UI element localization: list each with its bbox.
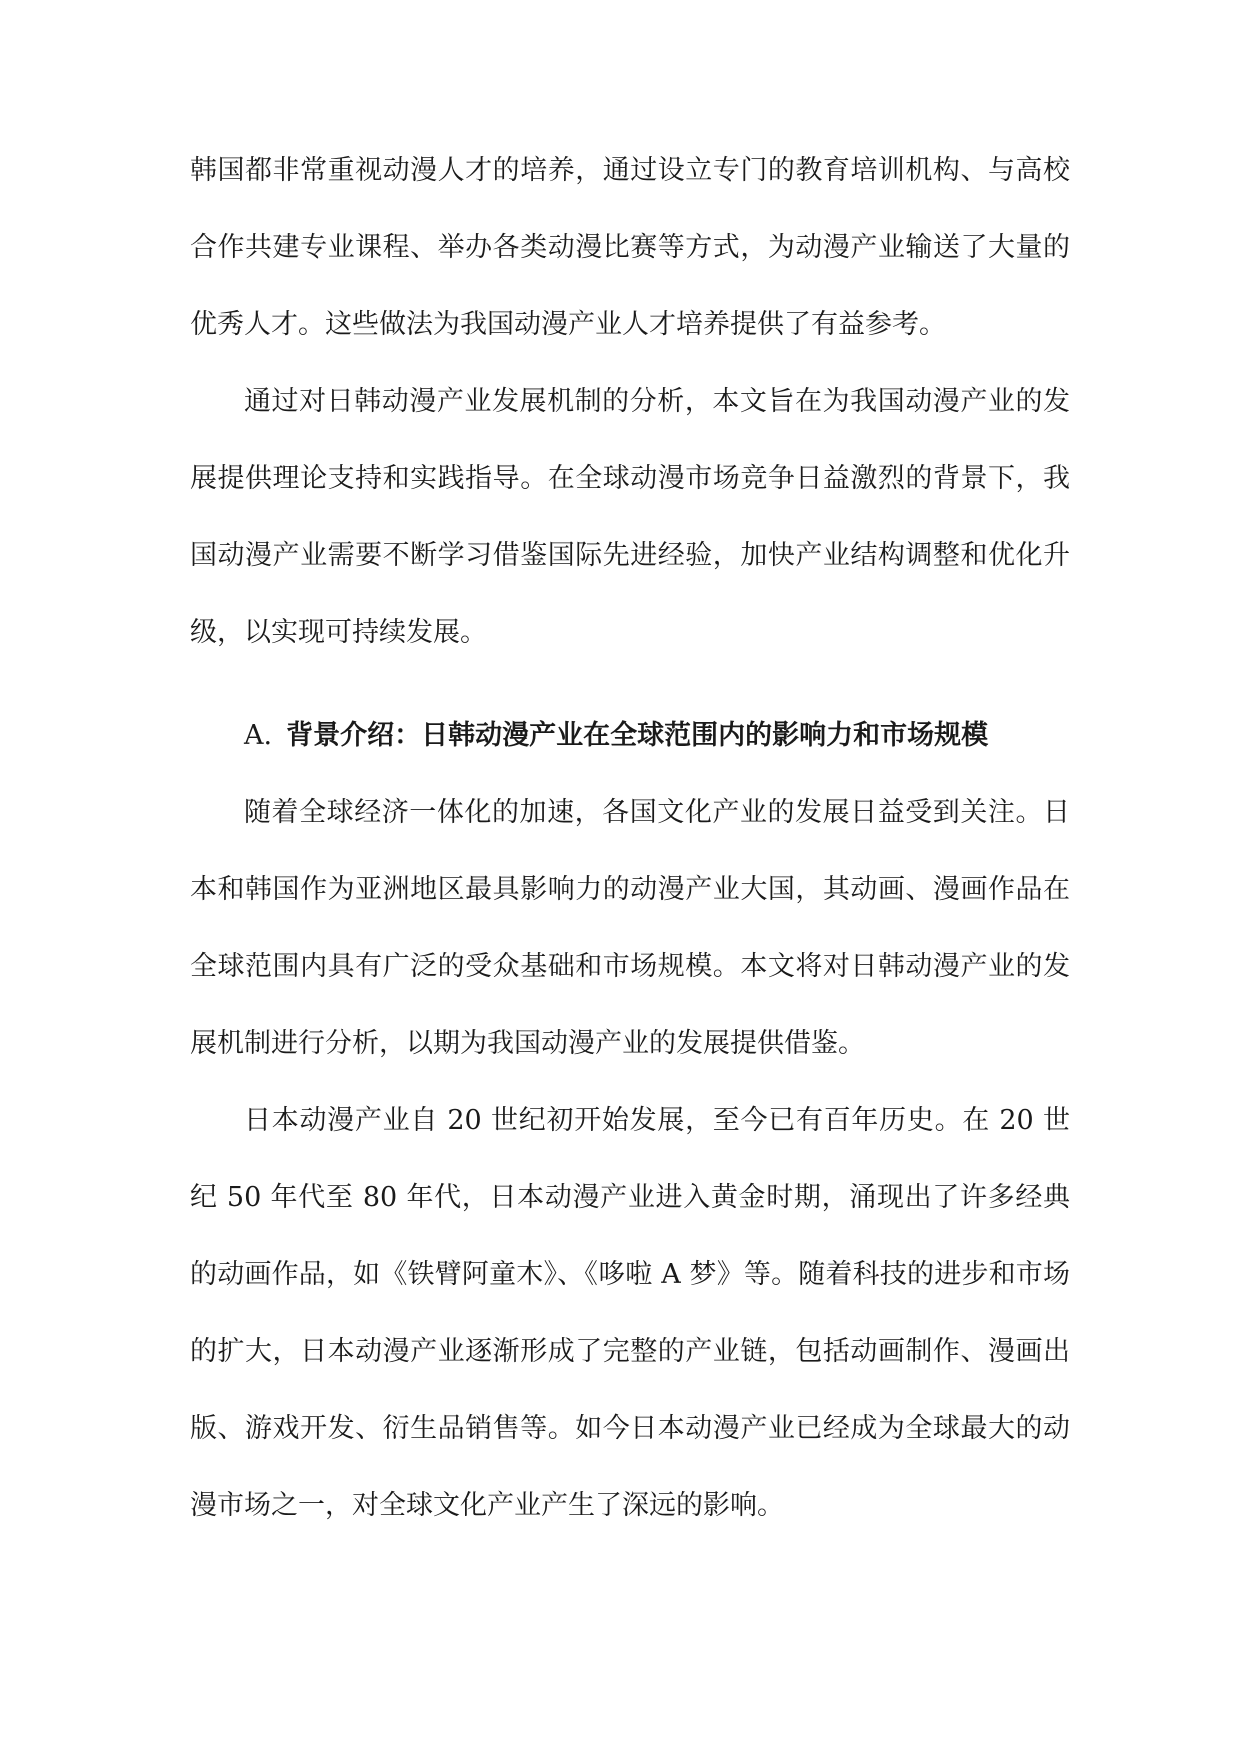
paragraph-4: 日本动漫产业自 20 世纪初开始发展，至今已有百年历史。在 20 世纪 50 年代至 80 年代，日本动漫产业进入黄金时期，涌现出了许多经典的动画作品，如《铁臂阿童木》、《哆啦 A 梦》等。随着科技的进步和市场的扩大，日本动漫产业逐渐形成了完整的产业链，包括动画制作、漫画出版、游戏开发、衍生品销售等。如今日本动漫产业已经成为全球最大的动漫市场之一，对全球文化产业产生了深远的影响。 [190, 1105, 1070, 1521]
paragraph-2: 通过对日韩动漫产业发展机制的分析，本文旨在为我国动漫产业的发展提供理论支持和实践指导。在全球动漫市场竞争日益激烈的背景下，我国动漫产业需要不断学习借鉴国际先进经验，加快产业结构调整和优化升级，以实现可持续发展。 [190, 386, 1070, 648]
paragraph-3: 随着全球经济一体化的加速，各国文化产业的发展日益受到关注。日本和韩国作为亚洲地区最具影响力的动漫产业大国，其动画、漫画作品在全球范围内具有广泛的受众基础和市场规模。本文将对日韩动漫产业的发展机制进行分析，以期为我国动漫产业的发展提供借鉴。 [190, 797, 1070, 1059]
section-heading-text: 背景介绍：日韩动漫产业在全球范围内的影响力和市场规模 [286, 720, 989, 751]
document-body [190, 132, 1070, 1544]
paragraph-1: 韩国都非常重视动漫人才的培养，通过设立专门的教育培训机构、与高校合作共建专业课程、举办各类动漫比赛等方式，为动漫产业输送了大量的优秀人才。这些做法为我国动漫产业人才培养提供了有益参考。 [190, 155, 1070, 340]
section-heading [190, 697, 1070, 774]
section-heading-marker: A. [244, 720, 273, 751]
